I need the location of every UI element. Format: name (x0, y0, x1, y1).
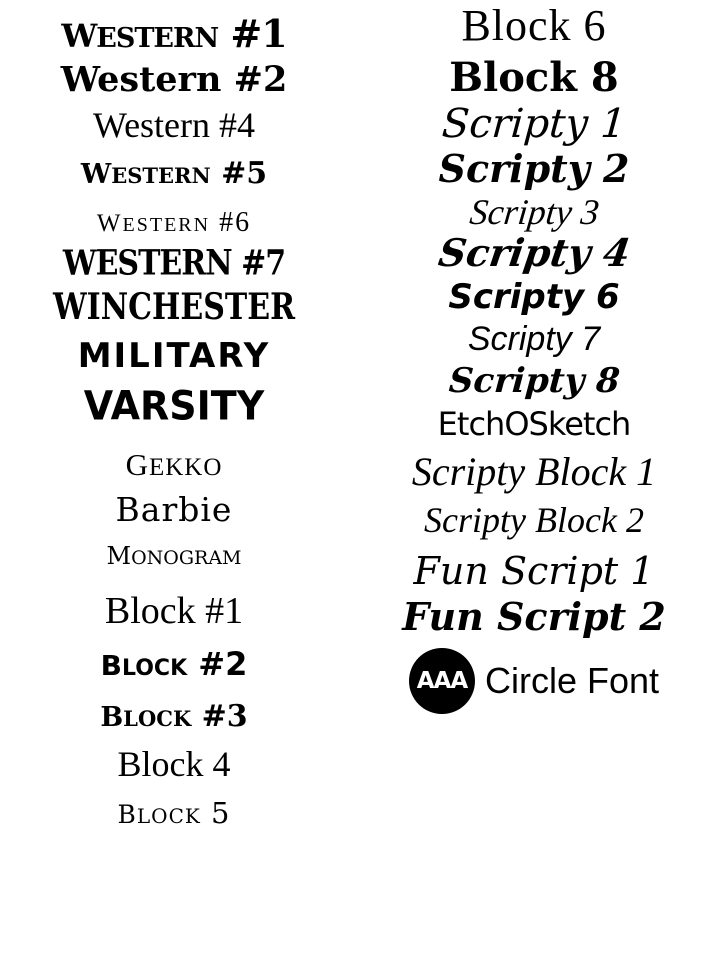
font-sample-monogram: monogram (106, 533, 242, 573)
font-sample-varsity: VARSITY (83, 382, 265, 430)
font-sample-block-5: block 5 (117, 791, 231, 832)
font-sample-block-2: block #2 (100, 639, 248, 685)
font-sample-gekko: gekko (125, 436, 223, 485)
font-sample-military: MILITARY (77, 336, 271, 376)
font-sample-scripty-8: Scripty 8 (447, 361, 621, 401)
font-sample-scripty-6: Scripty 6 (448, 277, 620, 317)
font-sample-fun-script-1: Fun Script 1 (413, 549, 655, 593)
font-sample-scripty-block-2: Scripty Block 2 (424, 500, 644, 540)
font-sample-scripty-7: Scripty 7 (467, 320, 601, 358)
font-sample-scripty-1: Scripty 1 (440, 101, 628, 147)
font-sample-scripty-4: Scripty 4 (435, 230, 633, 275)
font-sample-western-1: western #1 (61, 4, 287, 58)
font-sample-scripty-2: Scripty 2 (438, 146, 630, 191)
right-column (348, 0, 720, 965)
font-sample-scripty-3: Scripty 3 (467, 192, 601, 232)
font-sample-block-6: Block 6 (461, 1, 607, 50)
font-sample-scripty-block-1: Scripty Block 1 (411, 449, 657, 494)
font-sample-western-2: Western #2 (60, 59, 288, 100)
left-column (0, 0, 348, 965)
circle-monogram-icon: AAA (409, 648, 475, 714)
circle-font-label: Circle Font (484, 660, 660, 701)
font-sample-circle-font (409, 648, 659, 714)
font-sample-block-4: Block 4 (117, 744, 231, 784)
font-sample-western-7: WESTERN #7 (62, 243, 286, 284)
font-sample-western-5: western #5 (80, 147, 268, 192)
font-sample-block-8: Block 8 (449, 54, 619, 101)
font-sample-block-1: Block #1 (104, 590, 244, 632)
font-sample-winchester: WINCHESTER (52, 286, 296, 329)
font-sample-barbie: Barbie (115, 490, 233, 529)
font-sample-etcho-sketch: EtchOSketch (437, 405, 631, 443)
font-sample-fun-script-2: Fun Script 2 (402, 594, 666, 639)
font-sample-block-3: block #3 (100, 690, 248, 735)
font-sample-western-6: western #6 (96, 199, 252, 239)
font-sample-western-4: Western #4 (92, 105, 256, 145)
